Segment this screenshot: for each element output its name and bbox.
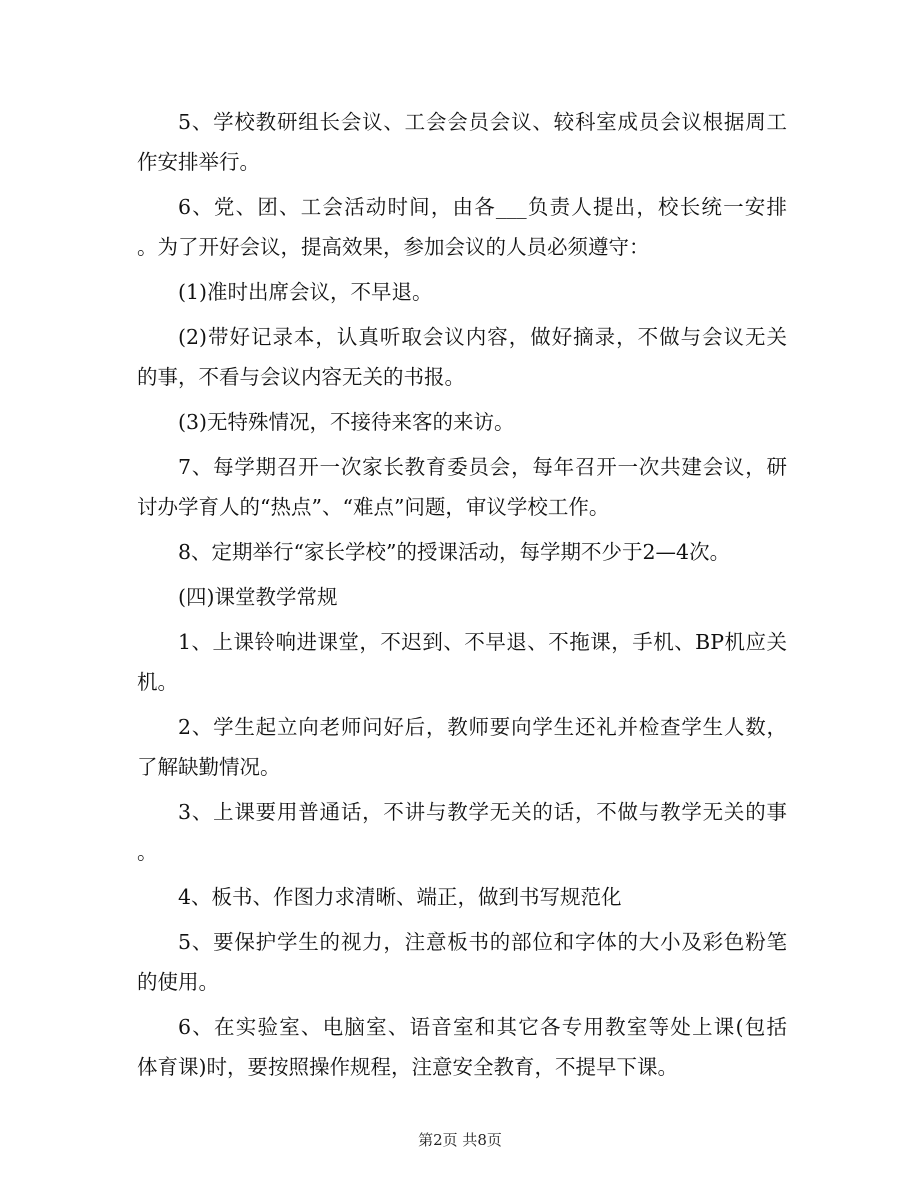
paragraph-line: (1)准时出席会议，不早退。 [178,280,433,304]
paragraph-line: (2)带好记录本，认真听取会议内容，做好摘录，不做与会议无关 [178,325,787,349]
section-heading-text: (四)课堂教学常规 [178,585,338,609]
paragraph [137,707,787,787]
paragraph-line: (3)无特殊情况，不接待来客的来访。 [178,410,515,434]
paragraph-line: 机。 [137,670,178,694]
paragraph [137,317,787,397]
paragraph-line: 6、在实验室、电脑室、语音室和其它各专用教室等处上课(包括 [178,1015,787,1039]
paragraph-line: 作安排举行。 [137,150,260,174]
paragraph [137,922,787,1002]
paragraph [137,1007,787,1087]
paragraph-line: 5、学校教研组长会议、工会会员会议、较科室成员会议根据周工 [178,110,787,134]
section-heading [137,577,787,617]
paragraph [137,187,787,267]
paragraph [137,532,787,572]
paragraph-line: 4、板书、作图力求清晰、端正，做到书写规范化 [178,885,622,909]
paragraph-line: 5、要保护学生的视力，注意板书的部位和字体的大小及彩色粉笔 [178,930,787,954]
paragraph-line: 的使用。 [137,970,219,994]
paragraph-line: 7、每学期召开一次家长教育委员会，每年召开一次共建会议，研 [178,455,787,479]
paragraph [137,402,787,442]
paragraph-line: 体育课)时，要按照操作规程，注意安全教育，不提早下课。 [137,1055,678,1079]
paragraph-line: 。为了开好会议，提高效果，参加会议的人员必须遵守： [137,235,650,259]
paragraph-line: 。 [137,840,158,864]
page-number-footer: 第2页 共8页 [418,1131,502,1149]
paragraph [137,622,787,702]
paragraph [137,447,787,527]
paragraph [137,102,787,182]
paragraph [137,272,787,312]
paragraph-line: 3、上课要用普通话，不讲与教学无关的话，不做与教学无关的事 [178,800,787,824]
paragraph-line: 1、上课铃响进课堂，不迟到、不早退、不拖课，手机、BP机应关 [178,630,787,654]
paragraph-line: 2、学生起立向老师问好后，教师要向学生还礼并检查学生人数， [178,715,787,739]
paragraph-line: 8、定期举行“家长学校”的授课活动，每学期不少于2—4次。 [178,540,731,564]
paragraph [137,877,787,917]
paragraph-line: 讨办学育人的“热点”、“难点”问题，审议学校工作。 [137,495,610,519]
document-body [137,102,787,1087]
paragraph-line: 6、党、团、工会活动时间，由各___负责人提出，校长统一安排 [178,195,787,219]
paragraph-line: 的事，不看与会议内容无关的书报。 [137,365,465,389]
paragraph-line: 了解缺勤情况。 [137,755,281,779]
paragraph [137,792,787,872]
